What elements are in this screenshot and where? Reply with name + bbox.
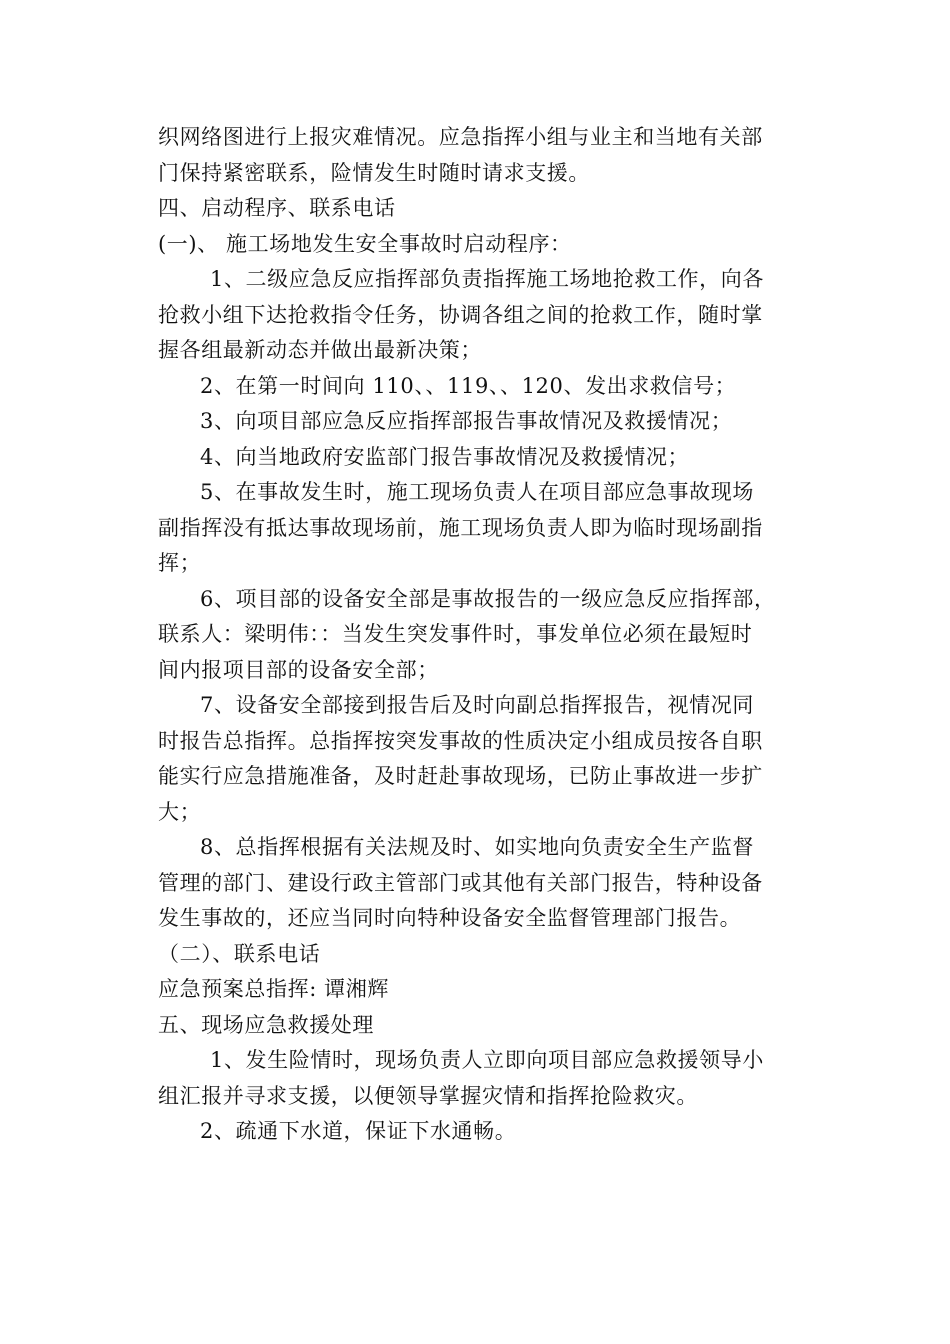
text-line: 2、疏通下水道，保证下水通畅。 <box>200 1119 517 1143</box>
text-line: （二）、联系电话 <box>158 941 321 966</box>
text-line: 3、向项目部应急反应指挥部报告事故情况及救援情况； <box>200 409 733 433</box>
text-line: 挥； <box>158 551 202 575</box>
text-line: 组汇报并寻求支援，以便领导掌握灾情和指挥抢险救灾。 <box>158 1083 698 1108</box>
text-line: 四、启动程序、联系电话 <box>158 196 396 220</box>
text-line: 五、现场应急救援处理 <box>158 1012 374 1037</box>
text-line: 4、向当地政府安监部门报告事故情况及救援情况； <box>200 444 690 469</box>
text-line: 握各组最新动态并做出最新决策； <box>158 338 482 362</box>
text-line: 8、总指挥根据有关法规及时、如实地向负责安全生产监督 <box>200 835 754 859</box>
text-line: 联系人：梁明伟：：当发生突发事件时，事发单位必须在最短时 <box>158 622 753 646</box>
text-line: 管理的部门、建设行政主管部门或其他有关部门报告，特种设备 <box>158 870 763 895</box>
text-line: 5、在事故发生时，施工现场负责人在项目部应急事故现场 <box>200 480 754 504</box>
text-line: 门保持紧密联系，险情发生时随时请求支援。 <box>158 160 590 185</box>
text-line: 能实行应急措施准备，及时赶赴事故现场，已防止事故进一步扩 <box>158 764 763 788</box>
text-line: 6、项目部的设备安全部是事故报告的一级应急反应指挥部， <box>200 586 776 611</box>
text-line: 1、发生险情时，现场负责人立即向项目部应急救援领导小 <box>210 1048 764 1072</box>
document-body <box>158 120 798 1150</box>
text-line: 抢救小组下达抢救指令任务，协调各组之间的抢救工作，随时掌 <box>158 302 763 327</box>
text-line: 发生事故的，还应当同时向特种设备安全监督管理部门报告。 <box>158 906 742 930</box>
text-line: (一)、 施工场地发生安全事故时启动程序： <box>158 231 572 256</box>
text-line: 7、设备安全部接到报告后及时向副总指挥报告，视情况同 <box>200 693 754 717</box>
text-line: 时报告总指挥。总指挥按突发事故的性质决定小组成员按各自职 <box>158 728 763 753</box>
text-line: 应急预案总指挥: 谭湘辉 <box>158 977 389 1001</box>
text-line: 大； <box>158 799 202 824</box>
text-line: 副指挥没有抵达事故现场前，施工现场负责人即为临时现场副指 <box>158 515 763 540</box>
text-line: 1、二级应急反应指挥部负责指挥施工场地抢救工作，向各 <box>210 267 764 291</box>
text-line: 织网络图进行上报灾难情况。应急指挥小组与业主和当地有关部 <box>158 125 763 149</box>
text-line: 2、在第一时间向 110、、119、、120、发出求救信号； <box>200 373 737 398</box>
text-line: 间内报项目部的设备安全部； <box>158 657 439 682</box>
